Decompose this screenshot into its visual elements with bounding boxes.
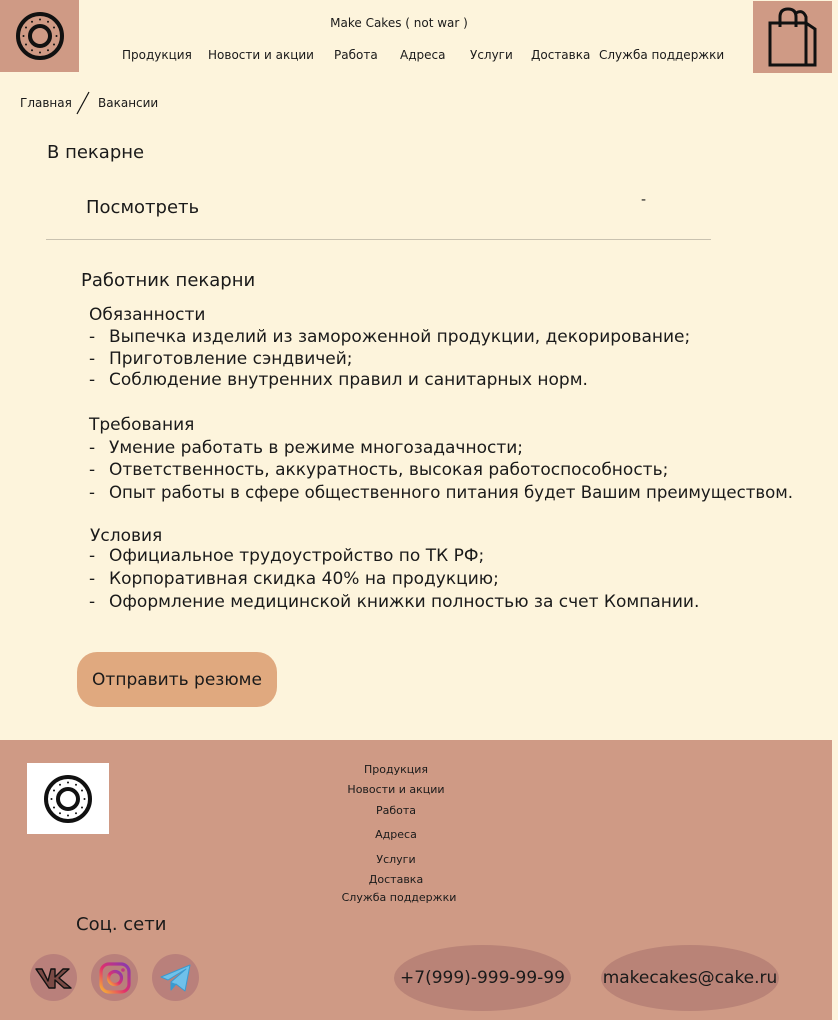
job-title: Работник пекарни	[81, 270, 256, 291]
bullet-dash: -	[89, 569, 96, 589]
duty-item: - Приготовление сэндвичей;	[89, 349, 353, 369]
instagram-button[interactable]	[91, 954, 138, 1001]
requirement-item: - Ответственность, аккуратность, высокая работоспособность;	[89, 460, 669, 480]
conditions-title: Условия	[90, 526, 163, 546]
bullet-dash: -	[89, 592, 96, 612]
footer-link-products[interactable]: Продукция	[364, 763, 428, 776]
breadcrumb-home[interactable]: Главная	[20, 96, 72, 110]
duties-title: Обязанности	[89, 305, 206, 325]
footer-link-news[interactable]: Новости и акции	[347, 783, 445, 796]
bullet-dash: -	[89, 483, 95, 502]
cart-button[interactable]	[753, 1, 832, 73]
social-title: Соц. сети	[76, 914, 167, 935]
nav-item-addresses[interactable]: Адреса	[400, 48, 446, 62]
collapse-icon[interactable]: -	[641, 192, 647, 208]
duty-item: - Выпечка изделий из замороженной продукции, декорирование;	[89, 327, 691, 347]
telegram-button[interactable]	[152, 954, 199, 1001]
section-divider	[46, 239, 711, 240]
header-logo[interactable]	[0, 0, 79, 72]
nav-item-support[interactable]: Служба поддержки	[599, 48, 725, 62]
bullet-dash: -	[89, 460, 96, 480]
bullet-dash: -	[89, 438, 96, 458]
requirements-title: Требования	[89, 415, 195, 435]
footer-link-support[interactable]: Служба поддержки	[341, 891, 457, 904]
bullet-dash: -	[89, 370, 96, 390]
nav-item-services[interactable]: Услуги	[470, 48, 513, 62]
footer-link-jobs[interactable]: Работа	[375, 804, 417, 817]
vk-icon	[34, 965, 74, 991]
shopping-bag-icon	[765, 5, 821, 69]
condition-item: - Оформление медицинской книжки полностью за счет Компании.	[89, 592, 700, 612]
bullet-dash: -	[89, 546, 96, 566]
nav-item-jobs[interactable]: Работа	[334, 48, 378, 62]
nav-item-delivery[interactable]: Доставка	[531, 48, 591, 62]
footer-link-services[interactable]: Услуги	[376, 853, 416, 866]
email-link[interactable]: makecakes@cake.ru	[601, 945, 779, 1011]
bullet-dash: -	[89, 349, 96, 369]
section-title: В пекарне	[47, 142, 145, 163]
nav-item-news[interactable]: Новости и акции	[208, 48, 314, 62]
telegram-icon	[159, 962, 193, 994]
vk-button[interactable]	[30, 954, 77, 1001]
donut-logo-icon	[43, 774, 93, 824]
phone-link[interactable]: +7(999)-999-99-99	[394, 945, 571, 1011]
nav-item-products[interactable]: Продукция	[122, 48, 192, 62]
requirement-item: - Умение работать в режиме многозадачности;	[89, 438, 524, 458]
footer-link-delivery[interactable]: Доставка	[368, 873, 424, 886]
requirement-item: - Опыт работы в сфере общественного питания будет Вашим преимуществом.	[89, 483, 794, 502]
breadcrumb-separator-icon	[75, 90, 91, 116]
condition-item: - Корпоративная скидка 40% на продукцию;	[89, 569, 499, 589]
footer-link-addresses[interactable]: Адреса	[375, 828, 417, 841]
instagram-icon	[98, 961, 132, 995]
site-title: Make Cakes ( not war )	[330, 16, 468, 30]
condition-item: - Официальное трудоустройство по ТК РФ;	[89, 546, 485, 566]
breadcrumb-current: Вакансии	[98, 96, 159, 110]
send-resume-button[interactable]: Отправить резюме	[77, 652, 277, 707]
bullet-dash: -	[89, 327, 96, 347]
view-toggle[interactable]: Посмотреть	[86, 197, 200, 218]
footer-logo[interactable]	[27, 763, 109, 834]
duty-item: - Соблюдение внутренних правил и санитарных норм.	[89, 370, 588, 390]
